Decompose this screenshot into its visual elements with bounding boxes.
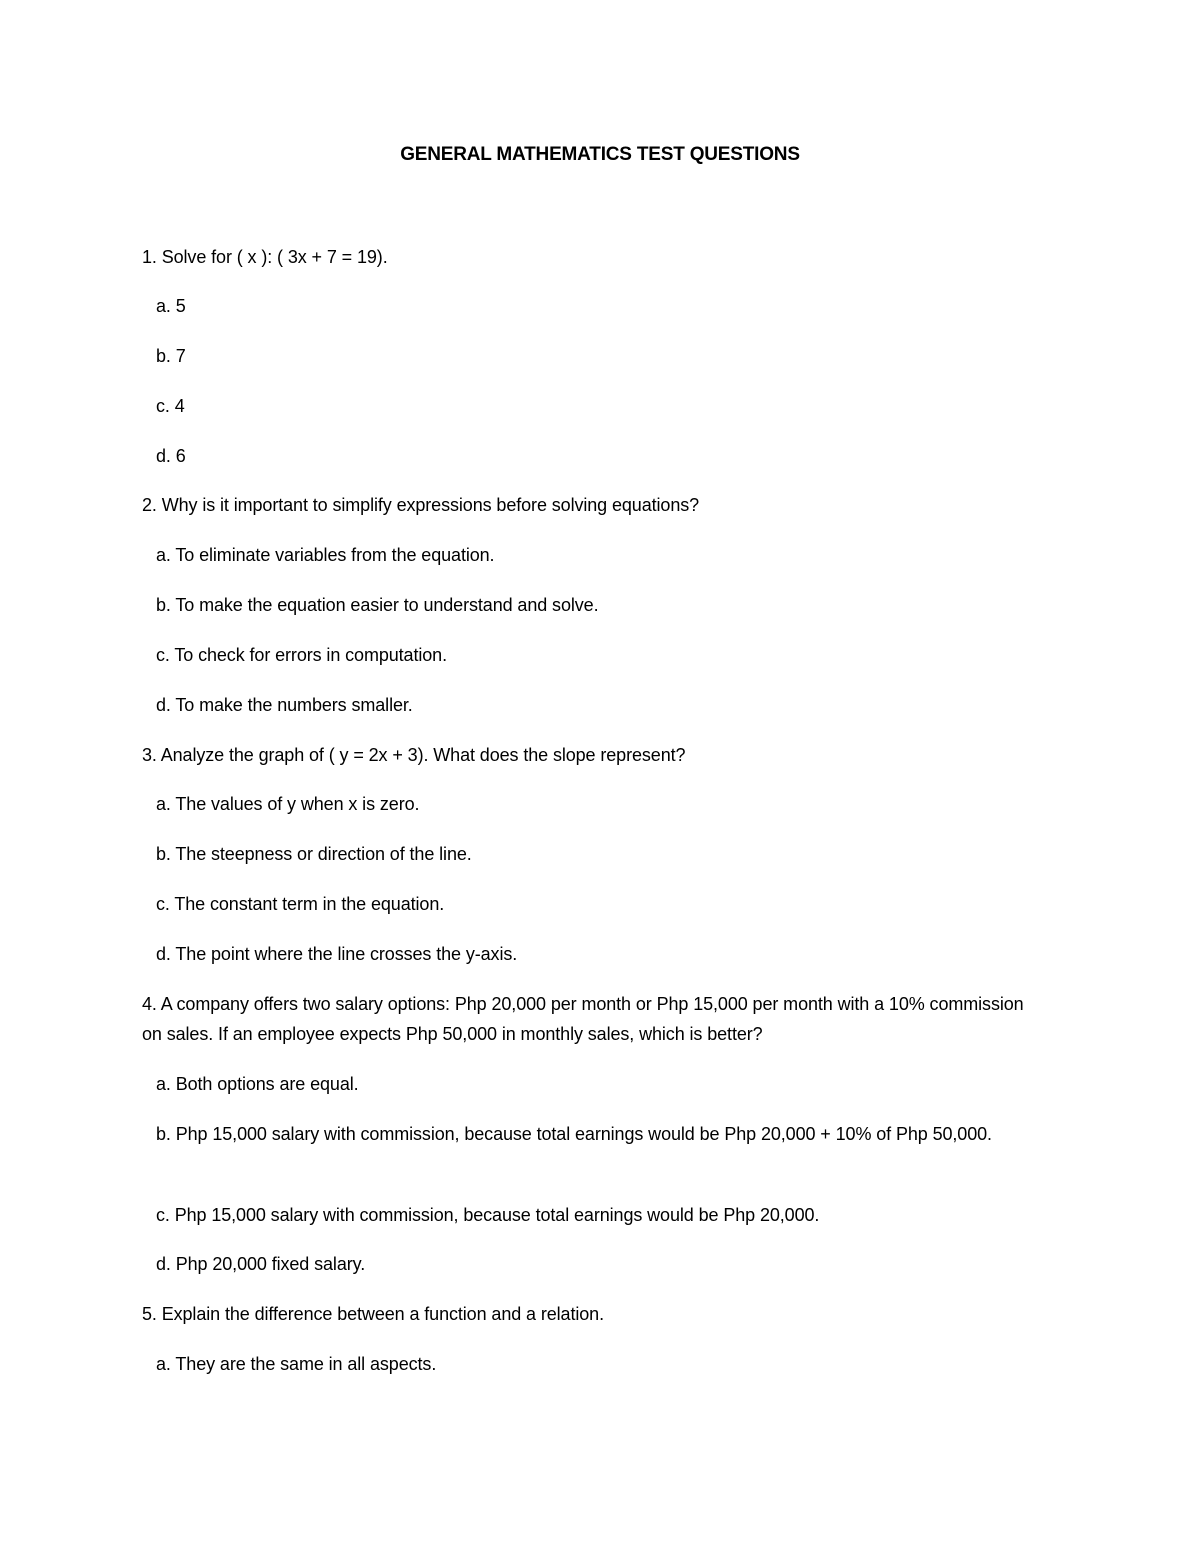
question-5-text: 5. Explain the difference between a function and a relation. [142, 1304, 604, 1324]
question-5-option-a: a. They are the same in all aspects. [156, 1354, 437, 1374]
question-2-option-c: c. To check for errors in computation. [156, 645, 447, 665]
question-4-text: 4. A company offers two salary options: Php 20,000 per month or Php 15,000 per month with a 10% commission on sales. If an employee expects Php 50,000 in monthly sales, which is better? [142, 994, 1024, 1044]
question-4-option-b: b. Php 15,000 salary with commission, because total earnings would be Php 20,000 + 10% of Php 50,000. [156, 1124, 992, 1144]
question-4-option-d: d. Php 20,000 fixed salary. [156, 1254, 366, 1274]
question-2-option-b: b. To make the equation easier to understand and solve. [156, 595, 599, 615]
question-1-text: 1. Solve for ( x ): ( 3x + 7 = 19). [142, 247, 388, 267]
question-1-option-d: d. 6 [156, 446, 186, 466]
document-title: GENERAL MATHEMATICS TEST QUESTIONS [400, 144, 800, 165]
question-4-option-a: a. Both options are equal. [156, 1074, 359, 1094]
question-3-text: 3. Analyze the graph of ( y = 2x + 3). What does the slope represent? [142, 745, 686, 765]
question-2-option-a: a. To eliminate variables from the equation. [156, 545, 495, 565]
question-3-option-a: a. The values of y when x is zero. [156, 794, 420, 814]
question-1-option-b: b. 7 [156, 346, 186, 366]
question-1-option-c: c. 4 [156, 396, 185, 416]
question-1-option-a: a. 5 [156, 296, 186, 316]
question-3-option-c: c. The constant term in the equation. [156, 894, 445, 914]
question-3-option-b: b. The steepness or direction of the line. [156, 844, 472, 864]
question-2-text: 2. Why is it important to simplify expressions before solving equations? [142, 495, 700, 515]
question-3-option-d: d. The point where the line crosses the y-axis. [156, 944, 518, 964]
question-2-option-d: d. To make the numbers smaller. [156, 695, 413, 715]
question-4-option-c: c. Php 15,000 salary with commission, because total earnings would be Php 20,000. [156, 1205, 820, 1225]
